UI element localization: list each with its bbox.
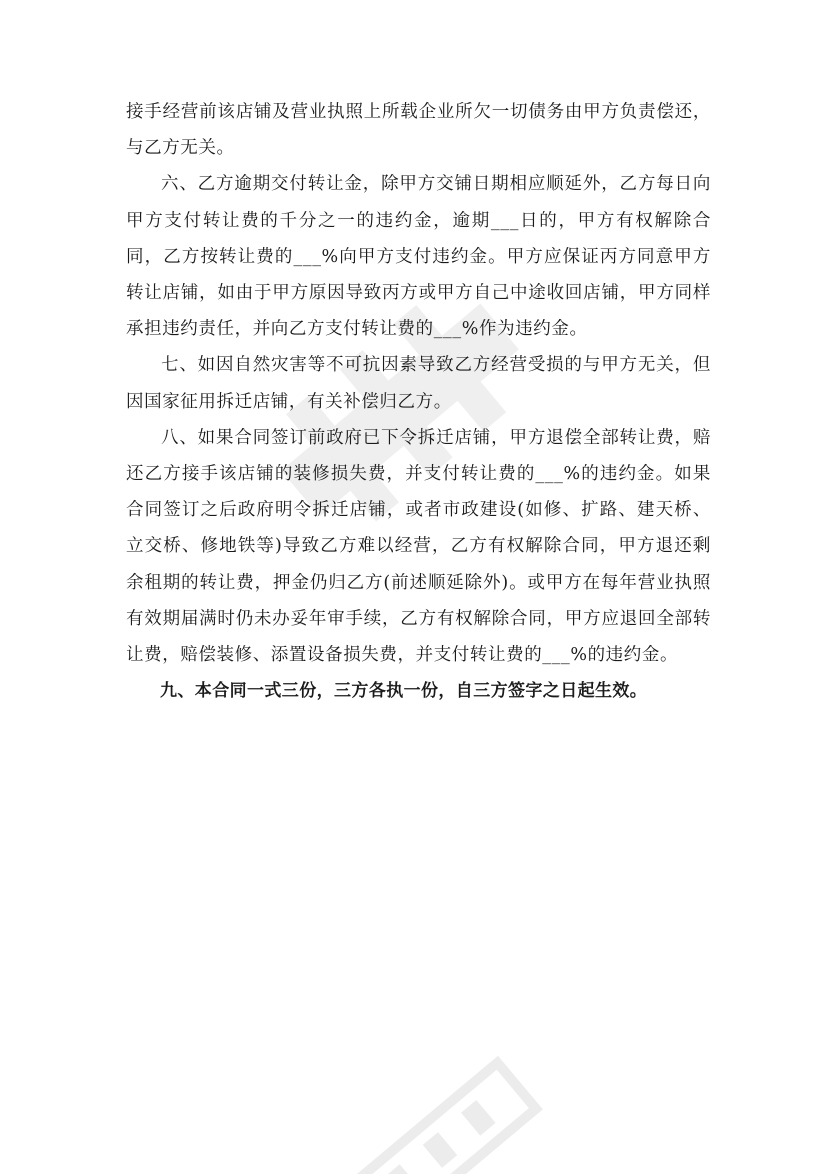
paragraph-continued-debts: 接手经营前该店铺及营业执照上所载企业所欠一切债务由甲方负责偿还，与乙方无关。: [126, 102, 711, 159]
paragraph-clause-six: 六、乙方逾期交付转让金，除甲方交铺日期相应顺延外，乙方每日向甲方支付转让费的千分之一的违约金，逾期___日的，甲方有权解除合同，乙方按转让费的___%向甲方支付违约金。甲方应保证丙方同意甲方转让店铺，如由于甲方原因导致丙方或甲方自己中途收回店铺，甲方同样承担违约责任，并向乙方支付转让费的___%作为违约金。: [126, 174, 711, 340]
paragraph-clause-nine: 九、本合同一式三份，三方各执一份，自三方签字之日起生效。: [160, 681, 648, 702]
watermark-stamp: [317, 1033, 563, 1174]
document-body: [126, 94, 711, 709]
paragraph-clause-eight: 八、如果合同签订前政府已下令拆迁店铺，甲方退偿全部转让费，赔还乙方接手该店铺的装修损失费，并支付转让费的___%的违约金。如果合同签订之后政府明令拆迁店铺，或者市政建设(如修、扩路、建天桥、立交桥、修地铁等)导致乙方难以经营，乙方有权解除合同，甲方退还剩余租期的转让费，押金仍归乙方(前述顺延除外)。或甲方在每年营业执照有效期届满时仍未办妥年审手续，乙方有权解除合同，甲方应退回全部转让费，赔偿装修、添置设备损失费，并支付转让费的___%的违约金。: [126, 427, 711, 666]
paragraph-clause-seven: 七、如因自然灾害等不可抗因素导致乙方经营受损的与甲方无关，但因国家征用拆迁店铺，有关补偿归乙方。: [126, 355, 711, 412]
